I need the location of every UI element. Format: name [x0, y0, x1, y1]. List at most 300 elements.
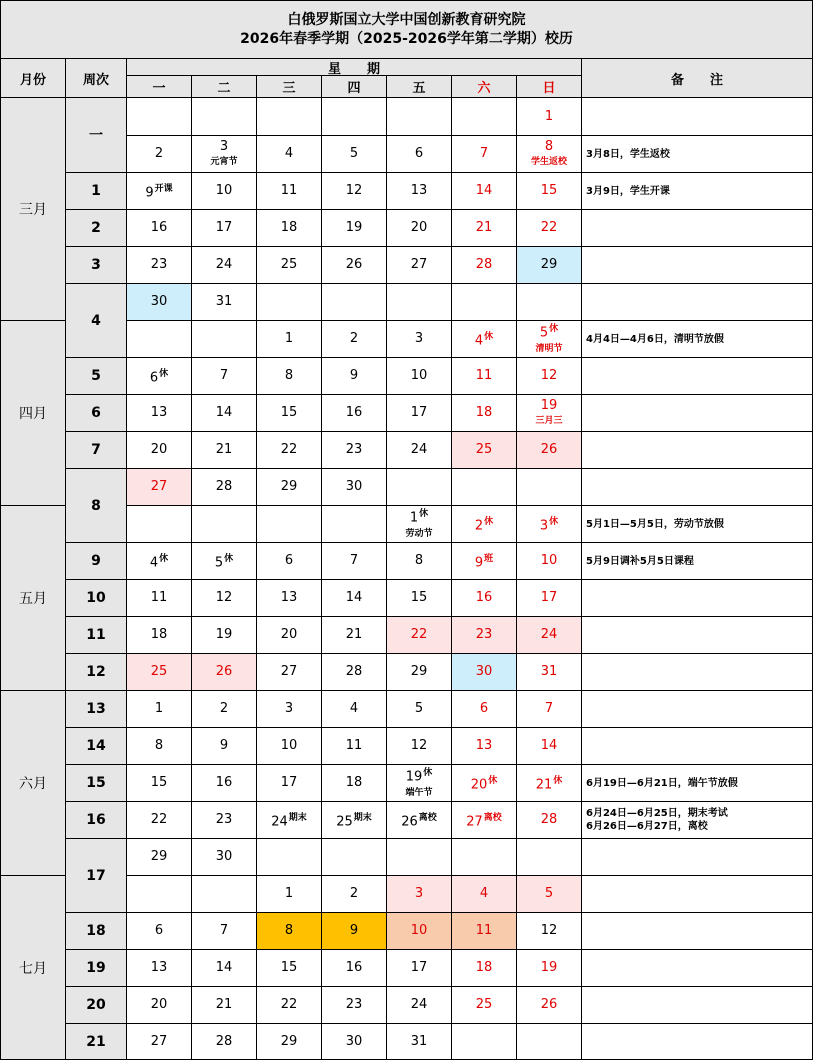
day-number-line [281, 184, 298, 198]
day-number-line [151, 628, 168, 642]
weekday-label: 五 [412, 81, 426, 96]
week-cell [66, 839, 127, 913]
day-cell [387, 432, 452, 469]
week-cell [66, 580, 127, 617]
day-cell [257, 173, 322, 210]
day-number-line [411, 591, 428, 605]
day-number: 28 [345, 664, 363, 679]
week-label: 3 [91, 257, 101, 273]
week-cell [66, 432, 127, 469]
day-number: 30 [345, 1033, 363, 1049]
day-cell [517, 210, 582, 247]
week-label: 21 [86, 1033, 106, 1050]
day-number: 11 [345, 738, 363, 753]
weekday-label: 六 [477, 81, 491, 96]
day-cell [452, 580, 517, 617]
day-number: 11 [150, 590, 168, 605]
day-number-line [476, 961, 493, 975]
day-number-line [476, 628, 493, 642]
day-number: 19 [215, 627, 233, 642]
day-number: 20 [150, 997, 168, 1012]
day-number-line [541, 665, 558, 679]
day-cell [517, 247, 582, 284]
day-number: 19 [405, 769, 423, 785]
day-cell [257, 654, 322, 691]
day-cell [322, 210, 387, 247]
day-cell [387, 617, 452, 654]
day-cell [517, 876, 582, 913]
week-cell [66, 210, 127, 247]
day-cell [322, 950, 387, 987]
day-number: 27 [466, 814, 483, 830]
day-number-line [216, 480, 233, 494]
day-cell [517, 950, 582, 987]
day-number: 22 [410, 627, 428, 642]
day-cell [322, 765, 387, 802]
day-cell [257, 950, 322, 987]
empty-day-cell [257, 284, 322, 321]
title-line-1: 白俄罗斯国立大学中国创新教育研究院 [287, 11, 526, 28]
day-number: 8 [284, 368, 294, 383]
day-number-line [281, 1035, 298, 1049]
day-cell [257, 136, 322, 173]
day-number-line [466, 811, 502, 829]
day-number-line [545, 110, 553, 124]
day-number-line [536, 774, 563, 792]
day-number-line [475, 552, 493, 570]
day-cell [257, 802, 322, 839]
day-number-line [346, 406, 363, 420]
day-number: 7 [219, 368, 229, 383]
day-number: 24 [410, 997, 428, 1012]
month-cell [0, 321, 66, 506]
day-number: 4 [474, 333, 484, 349]
day-number-line [541, 221, 558, 235]
day-number: 13 [410, 183, 428, 198]
week-cell [66, 913, 127, 950]
day-cell [257, 987, 322, 1024]
day-number-line [545, 140, 553, 154]
day-number-line [476, 591, 493, 605]
day-cell [322, 876, 387, 913]
day-number-line [541, 739, 558, 753]
day-number: 7 [544, 701, 554, 716]
day-number: 16 [345, 960, 363, 975]
day-number-line [350, 554, 358, 568]
day-number-line [545, 702, 553, 716]
day-cell [517, 543, 582, 580]
week-label: 20 [86, 997, 106, 1013]
day-cell [517, 432, 582, 469]
day-number-line [476, 369, 493, 383]
day-number: 19 [540, 397, 558, 413]
day-number: 26 [540, 997, 558, 1012]
day-number: 28 [215, 1033, 233, 1049]
empty-day-cell [127, 98, 192, 136]
day-number: 20 [150, 442, 168, 457]
day-number: 17 [410, 960, 428, 975]
day-number: 25 [280, 257, 298, 272]
day-number: 3 [284, 701, 294, 716]
day-cell [387, 580, 452, 617]
day-number-line [415, 147, 423, 161]
empty-day-cell [127, 506, 192, 543]
day-number-line [216, 221, 233, 235]
day-number: 9 [145, 185, 154, 201]
day-cell [192, 950, 257, 987]
remark-text: 6月26日—6月27日，离校 [586, 821, 708, 832]
weekday-label: 四 [347, 81, 361, 96]
day-number: 9 [474, 555, 484, 571]
day-number-line [216, 850, 233, 864]
day-number-line [216, 406, 233, 420]
day-number-line [411, 924, 428, 938]
day-number-line [415, 702, 423, 716]
day-number-line [350, 887, 358, 901]
empty-remark-cell [582, 284, 813, 321]
day-number: 9 [349, 923, 359, 938]
day-tag: 离校 [483, 812, 502, 823]
day-cell [322, 247, 387, 284]
day-number-line [541, 554, 558, 568]
week-label: 16 [86, 812, 106, 828]
day-cell [452, 987, 517, 1024]
day-number: 4 [284, 146, 294, 161]
empty-day-cell [322, 98, 387, 136]
day-cell [192, 691, 257, 728]
week-label: 8 [91, 497, 101, 514]
day-number-line [411, 406, 428, 420]
day-number: 6 [149, 370, 159, 386]
day-number-line [216, 184, 233, 198]
empty-remark-cell [582, 617, 813, 654]
week-label: 5 [91, 368, 101, 384]
day-number: 21 [535, 777, 553, 793]
day-number: 13 [150, 960, 168, 975]
day-cell [192, 617, 257, 654]
day-number: 4 [349, 701, 359, 716]
day-number: 14 [215, 960, 233, 975]
day-cell [192, 1024, 257, 1060]
week-cell [66, 395, 127, 432]
day-number-line [545, 887, 553, 901]
header-remarks [582, 59, 813, 98]
day-event-label: 劳动节 [405, 528, 433, 539]
day-number-line [150, 367, 168, 385]
day-number-line [281, 628, 298, 642]
day-number-line [350, 702, 358, 716]
day-number: 9 [349, 368, 359, 383]
day-cell [387, 173, 452, 210]
day-cell [387, 691, 452, 728]
day-number: 6 [414, 146, 424, 161]
day-number-line [415, 554, 423, 568]
day-number: 1 [409, 510, 419, 526]
day-cell [387, 321, 452, 358]
day-number: 18 [475, 405, 493, 420]
empty-remark-cell [582, 728, 813, 765]
day-cell [452, 210, 517, 247]
day-cell [452, 728, 517, 765]
day-number-line [281, 665, 298, 679]
day-cell [322, 1024, 387, 1060]
day-number-line [285, 554, 293, 568]
header-weekday-group-label: 星 期 [327, 61, 380, 77]
day-number-line [216, 998, 233, 1012]
day-tag: 休 [484, 516, 494, 527]
week-label: 10 [86, 590, 106, 606]
day-number-line [155, 739, 163, 753]
day-cell [322, 728, 387, 765]
day-cell [322, 432, 387, 469]
empty-day-cell [257, 98, 322, 136]
week-label: 1 [91, 183, 101, 199]
week-cell [66, 950, 127, 987]
day-cell [387, 358, 452, 395]
day-cell [452, 654, 517, 691]
remark-cell [582, 506, 813, 543]
remark-cell [582, 765, 813, 802]
day-number-line [215, 552, 233, 570]
week-label: 6 [91, 405, 101, 421]
day-number-line [216, 443, 233, 457]
day-number-line [540, 515, 558, 533]
empty-remark-cell [582, 395, 813, 432]
day-number: 5 [539, 325, 549, 341]
day-number-line [151, 443, 168, 457]
day-cell [192, 802, 257, 839]
day-number-line [476, 443, 493, 457]
remark-text: 3月9日，学生开课 [586, 185, 670, 197]
day-number-line [281, 480, 298, 494]
remark-text: 3月8日，学生返校 [586, 148, 670, 160]
day-number-line [476, 258, 493, 272]
remark-cell [582, 136, 813, 173]
month-cell [0, 691, 66, 876]
day-number: 15 [540, 183, 558, 198]
day-number-line [281, 961, 298, 975]
day-cell [257, 543, 322, 580]
day-number: 16 [150, 220, 168, 235]
day-number: 4 [479, 886, 489, 901]
day-number: 22 [150, 812, 168, 827]
day-number: 26 [401, 814, 418, 830]
day-number: 29 [410, 664, 428, 679]
day-number: 17 [215, 220, 233, 235]
day-number-line [411, 961, 428, 975]
empty-day-cell [257, 839, 322, 876]
day-number: 3 [414, 886, 424, 901]
day-cell [517, 728, 582, 765]
day-event-label: 元宵节 [210, 156, 238, 167]
weekday-label: 二 [217, 81, 231, 96]
day-number-line [216, 813, 233, 827]
day-number: 21 [215, 442, 233, 457]
day-tag: 期末 [288, 812, 307, 823]
day-number: 28 [215, 479, 233, 494]
day-cell [192, 765, 257, 802]
day-cell [517, 321, 582, 358]
day-cell [257, 210, 322, 247]
day-cell [127, 691, 192, 728]
day-number: 2 [474, 518, 484, 534]
day-number-line [411, 1035, 428, 1049]
day-number-line [155, 702, 163, 716]
day-cell [517, 691, 582, 728]
day-number: 19 [345, 220, 363, 235]
day-cell [192, 358, 257, 395]
day-number: 24 [410, 442, 428, 457]
day-cell [517, 654, 582, 691]
day-cell [127, 543, 192, 580]
day-number-line [336, 811, 372, 829]
day-cell [452, 247, 517, 284]
weekday-label: 三 [282, 81, 296, 96]
header-weekday-5 [387, 76, 452, 98]
day-cell [257, 358, 322, 395]
day-number: 4 [149, 555, 159, 571]
day-cell [517, 98, 582, 136]
empty-day-cell [192, 876, 257, 913]
day-number-line [220, 702, 228, 716]
day-number: 12 [540, 923, 558, 938]
day-tag: 休 [224, 553, 234, 564]
day-cell [322, 358, 387, 395]
day-tag: 休 [484, 331, 494, 342]
day-number-line [346, 739, 363, 753]
day-number: 27 [150, 1033, 168, 1049]
day-number: 10 [410, 368, 428, 383]
day-number-line [220, 924, 228, 938]
header-weekday-3 [257, 76, 322, 98]
day-cell [257, 395, 322, 432]
day-number-line [151, 961, 168, 975]
day-cell [257, 247, 322, 284]
day-number: 11 [475, 923, 493, 938]
day-tag: 休 [549, 516, 559, 527]
day-number: 24 [271, 814, 288, 830]
day-number-line [346, 998, 363, 1012]
week-label: 15 [86, 775, 106, 791]
empty-day-cell [322, 839, 387, 876]
day-cell [192, 469, 257, 506]
day-cell [127, 765, 192, 802]
day-number-line [216, 776, 233, 790]
day-cell [452, 321, 517, 358]
day-number: 23 [345, 442, 363, 457]
header-week-label: 周次 [82, 72, 109, 88]
day-number: 11 [280, 183, 298, 198]
day-cell [257, 469, 322, 506]
day-number-line [281, 258, 298, 272]
day-cell [322, 913, 387, 950]
day-number-line [220, 140, 228, 154]
day-number-line [476, 665, 493, 679]
day-cell [127, 358, 192, 395]
day-number-line [151, 480, 168, 494]
day-cell [322, 987, 387, 1024]
remark-cell [582, 543, 813, 580]
day-number: 22 [540, 220, 558, 235]
header-week [66, 59, 127, 98]
day-number-line [480, 702, 488, 716]
day-number-line [541, 628, 558, 642]
day-cell [322, 543, 387, 580]
week-label: 12 [86, 664, 106, 680]
day-number-line [220, 369, 228, 383]
day-number: 8 [414, 553, 424, 568]
day-number-line [476, 184, 493, 198]
day-cell [127, 284, 192, 321]
day-number-line [411, 628, 428, 642]
day-number: 15 [280, 960, 298, 975]
day-number: 23 [215, 812, 233, 827]
day-cell [257, 691, 322, 728]
day-cell [517, 802, 582, 839]
day-cell [387, 913, 452, 950]
day-number: 2 [219, 701, 229, 716]
day-cell [452, 950, 517, 987]
empty-remark-cell [582, 950, 813, 987]
day-cell [387, 802, 452, 839]
day-number: 1 [154, 701, 164, 716]
week-cell [66, 173, 127, 210]
week-label: 17 [86, 867, 106, 884]
day-number-line [216, 591, 233, 605]
day-cell [452, 395, 517, 432]
day-number-line [411, 221, 428, 235]
day-number: 21 [475, 220, 493, 235]
day-number: 2 [154, 146, 164, 161]
empty-day-cell [387, 284, 452, 321]
day-number-line [346, 961, 363, 975]
day-number: 28 [540, 812, 558, 827]
day-number: 19 [540, 960, 558, 975]
day-cell [192, 210, 257, 247]
day-number-line [541, 813, 558, 827]
day-number: 25 [150, 664, 168, 679]
day-number: 12 [345, 183, 363, 198]
empty-day-cell [452, 98, 517, 136]
day-number: 23 [150, 257, 168, 272]
day-number-line [541, 443, 558, 457]
day-number: 13 [280, 590, 298, 605]
empty-day-cell [322, 506, 387, 543]
day-number: 30 [345, 479, 363, 494]
day-number: 15 [410, 590, 428, 605]
day-number-line [216, 1035, 233, 1049]
day-number: 2 [349, 331, 359, 346]
day-number-line [281, 443, 298, 457]
day-cell [127, 1024, 192, 1060]
week-cell [66, 765, 127, 802]
empty-remark-cell [582, 432, 813, 469]
day-number: 29 [540, 257, 558, 272]
day-number-line [145, 182, 172, 200]
remark-text: 6月24日—6月25日，期末考试 [586, 808, 728, 819]
header-weekday-group [127, 59, 582, 76]
empty-day-cell [452, 469, 517, 506]
day-number: 30 [150, 294, 168, 309]
day-cell [387, 395, 452, 432]
empty-remark-cell [582, 247, 813, 284]
title-line-2: 2026年春季学期（2025-2026学年第二学期）校历 [240, 30, 573, 47]
day-number-line [346, 776, 363, 790]
day-number-line [285, 702, 293, 716]
day-number-line [216, 665, 233, 679]
day-cell [387, 950, 452, 987]
day-tag: 离校 [418, 812, 437, 823]
